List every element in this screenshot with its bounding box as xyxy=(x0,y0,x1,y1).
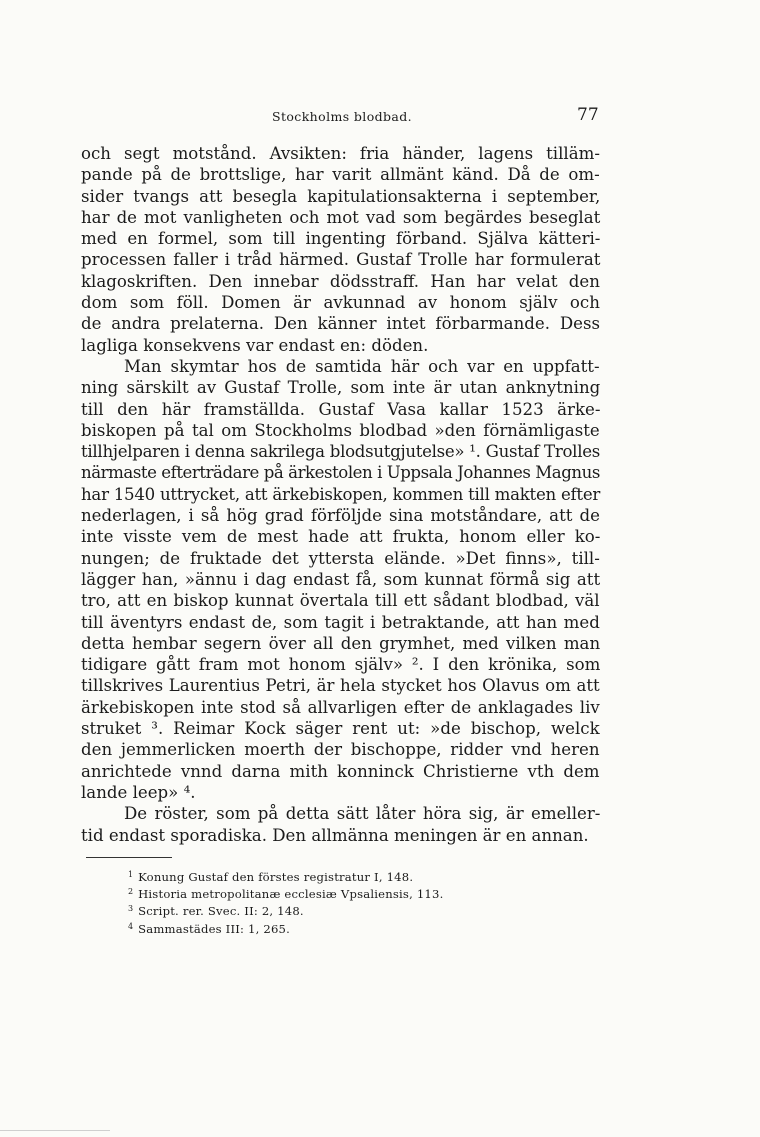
text-line: tillskrives Laurentius Petri, är hela stycket hos Olavus om att xyxy=(81,676,600,696)
text-line: anrichtede vnnd darna mith konninck Christierne vth dem xyxy=(81,761,600,781)
footnotes xyxy=(128,866,588,935)
footnote-text: Historia metropolitanæ ecclesiæ Vpsaliensis, 113. xyxy=(138,887,444,902)
text-line: nederlagen, i så hög grad förföljde sina motståndare, att de xyxy=(81,506,600,526)
footnote-separator xyxy=(86,857,172,858)
text-line: närmaste efterträdare på ärkestolen i Uppsala Johannes Magnus xyxy=(81,463,600,483)
text-line: ning särskilt av Gustaf Trolle, som inte är utan anknytning xyxy=(81,378,601,398)
footnote-text: Script. rer. Svec. II: 2, 148. xyxy=(138,904,304,919)
text-line: tro, att en biskop kunnat övertala till ett sådant blodbad, väl xyxy=(81,591,600,611)
text-line: tidigare gått fram mot honom själv» ². I den krönika, som xyxy=(81,655,601,675)
footnote xyxy=(128,918,588,935)
text-line: och segt motstånd. Avsikten: fria händer, lagens tilläm- xyxy=(81,144,600,163)
text-line: de andra prelaterna. Den känner intet förbarmande. Dess xyxy=(81,314,600,334)
text-line: lande leep» ⁴. xyxy=(81,782,196,802)
text-line: biskopen på tal om Stockholms blodbad »den förnämligaste xyxy=(81,420,600,440)
text-line: med en formel, som till ingenting förband. Själva kätteri- xyxy=(81,229,601,249)
text-line: nungen; de fruktade det yttersta elände. »Det finns», till- xyxy=(81,548,600,568)
paragraph xyxy=(81,143,600,356)
footnote-text: Konung Gustaf den förstes registratur I, 148. xyxy=(138,870,414,884)
text-line: pande på de brottslige, har varit allmänt känd. Då de om- xyxy=(81,165,600,185)
paragraph xyxy=(81,803,600,846)
footnote xyxy=(128,900,588,917)
running-header xyxy=(0,105,760,129)
running-title: Stockholms blodbad. xyxy=(272,109,413,124)
footnote-mark: 3 xyxy=(128,904,134,914)
text-line: dom som föll. Domen är avkunnad av honom själv och xyxy=(81,293,600,313)
text-line: till äventyrs endast de, som tagit i betraktande, att han med xyxy=(81,612,600,632)
footnote xyxy=(128,866,588,883)
footnote xyxy=(128,883,588,900)
footnote-mark: 4 xyxy=(128,921,134,931)
text-line: struket ³. Reimar Kock säger rent ut: »de bischop, welck xyxy=(81,719,600,739)
footnote-text: Sammastädes III: 1, 265. xyxy=(138,921,290,936)
paragraph xyxy=(81,356,600,803)
page-number: 77 xyxy=(577,105,599,125)
text-line: tillhjelparen i denna sakrilega blodsutgjutelse» ¹. Gustaf Trolles xyxy=(81,442,600,462)
text-line: sider tvangs att besegla kapitulationsakterna i september, xyxy=(81,186,601,206)
text-line: inte visste vem de mest hade att frukta, honom eller ko- xyxy=(81,527,601,547)
text-line: Man skymtar hos de samtida här och var en uppfatt- xyxy=(124,356,600,376)
footnote-mark: 2 xyxy=(128,887,134,897)
text-line: lagliga konsekvens var endast en: döden. xyxy=(81,335,429,355)
text-line: processen faller i tråd härmed. Gustaf Trolle har formulerat xyxy=(81,250,601,270)
text-line: den jemmerlicken moerth der bischoppe, ridder vnd heren xyxy=(81,740,600,760)
text-line: tid endast sporadiska. Den allmänna meningen är en annan. xyxy=(81,825,589,845)
text-line: De röster, som på detta sätt låter höra sig, är emeller- xyxy=(124,804,601,824)
text-line: klagoskriften. Den innebar dödsstraff. Han har velat den xyxy=(81,271,600,291)
text-line: lägger han, »ännu i dag endast få, som kunnat förmå sig att xyxy=(81,569,601,589)
footnote-mark: 1 xyxy=(128,870,134,879)
text-line: har 1540 uttrycket, att ärkebiskopen, kommen till makten efter xyxy=(81,484,601,504)
scan-edge xyxy=(0,1130,110,1131)
body-text xyxy=(81,143,600,846)
text-line: detta hembar segern över all den grymhet, med vilken man xyxy=(81,633,601,653)
text-line: har de mot vanligheten och mot vad som begärdes beseglat xyxy=(81,207,601,227)
text-line: till den här framställda. Gustaf Vasa kallar 1523 ärke- xyxy=(81,399,601,419)
text-line: ärkebiskopen inte stod så allvarligen efter de anklagades liv xyxy=(81,697,600,717)
